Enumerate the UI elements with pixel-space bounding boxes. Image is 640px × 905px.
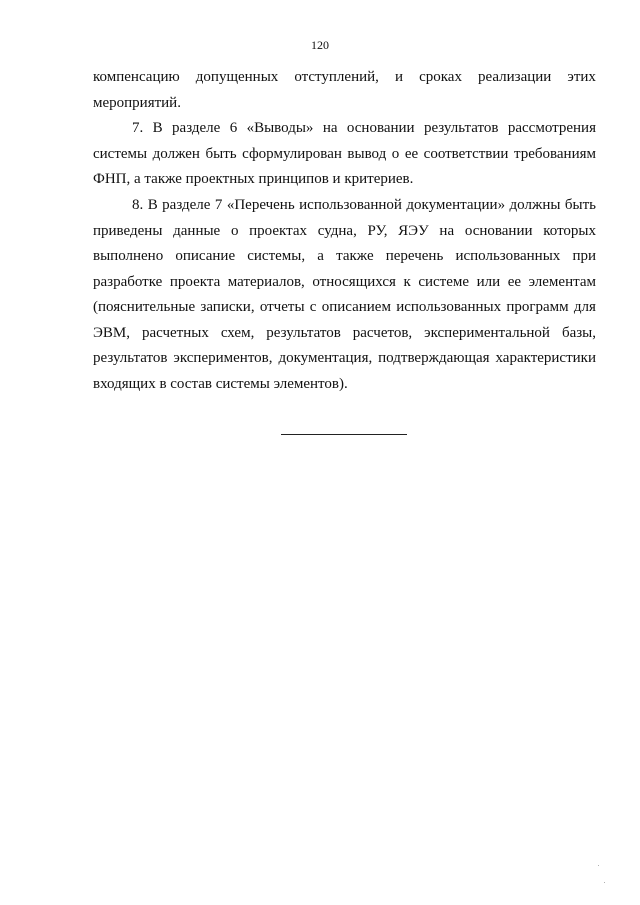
word: и [394, 69, 403, 85]
word: экспериментов, [173, 350, 273, 366]
word: разработке [93, 273, 163, 290]
paragraph-line: входящих в состав системы элементов). [93, 375, 348, 392]
paragraph-item-7 [93, 116, 596, 193]
paragraph-line [93, 193, 596, 219]
word: вывод [347, 145, 387, 162]
word: ее [507, 273, 522, 290]
word: разделе [162, 197, 211, 213]
word: перечень [385, 248, 444, 264]
word: проекта [169, 273, 221, 290]
word: В [147, 197, 158, 213]
paragraph-item-8 [93, 193, 596, 397]
word: которых [543, 222, 596, 239]
word: допущенных [195, 69, 279, 85]
word: а [317, 248, 324, 264]
word: относящихся [312, 273, 396, 290]
word: или [476, 273, 501, 290]
word: выполнено [93, 248, 164, 264]
word: результатов [266, 324, 341, 341]
word: «Выводы» [246, 120, 314, 136]
word: системе [418, 273, 470, 290]
scan-speck [604, 882, 605, 883]
word: записки, [200, 299, 255, 315]
word: характеристики [495, 350, 596, 366]
word: быть [205, 145, 237, 162]
word: базы, [561, 324, 596, 341]
word: документация, [278, 350, 373, 366]
word: результатов [423, 120, 499, 136]
word: 7. [132, 120, 144, 136]
paragraph-line [93, 270, 596, 296]
word: на [322, 120, 338, 136]
paragraph-line [93, 244, 596, 270]
paragraph-line [93, 219, 596, 245]
word: реализации [478, 69, 552, 85]
word: на [439, 222, 455, 239]
word: расчетных [141, 324, 209, 341]
word: сроках [419, 69, 462, 85]
word: использованных [396, 299, 502, 315]
word: рассмотрения [507, 120, 596, 136]
word: должен [152, 145, 200, 162]
paragraph-line [93, 346, 596, 372]
word: судна, [317, 222, 357, 239]
word: материалов, [227, 273, 305, 290]
word: РУ, [367, 222, 388, 239]
word: компенсацию [93, 69, 180, 85]
word: программ [506, 299, 569, 315]
word: системы, [247, 248, 306, 264]
word: с [309, 299, 317, 315]
word: данные [173, 222, 221, 239]
word: элементам [528, 273, 596, 290]
word: отчеты [259, 299, 305, 315]
word: разделе [172, 120, 221, 136]
word: схем, [220, 324, 255, 341]
word: при [572, 248, 596, 264]
paragraph-line [93, 65, 596, 91]
word: должны [509, 197, 561, 213]
paragraph-line: ФНП, а также проектных принципов и критериев. [93, 171, 414, 187]
word: документации» [406, 197, 506, 213]
page-number: 120 [311, 38, 329, 52]
word: требованиям [513, 145, 596, 162]
word: описание [175, 248, 236, 264]
word: «Перечень [226, 197, 295, 213]
word: В [152, 120, 163, 136]
paragraph-line [93, 142, 596, 168]
word: подтверждающая [378, 350, 490, 366]
paragraph-line: мероприятий. [93, 94, 181, 111]
word: экспериментальной [424, 324, 550, 341]
word: соответствии [423, 145, 509, 162]
word: отступлений, [294, 69, 379, 85]
word: использованных [455, 248, 561, 264]
paragraph-continuation [93, 65, 596, 116]
closing-separator-line [281, 434, 407, 435]
word: быть [564, 197, 596, 213]
word: использованной [299, 197, 402, 213]
word: описанием [321, 299, 391, 315]
word: сформулирован [242, 145, 342, 162]
word: ЭВМ, [93, 324, 130, 341]
word: расчетов, [352, 324, 413, 341]
word: о [391, 145, 400, 162]
word: 7 [214, 197, 223, 213]
word: ее [404, 145, 419, 162]
word: 8. [132, 197, 144, 213]
word: основании [464, 222, 533, 239]
paragraph-line [93, 321, 596, 347]
word: для [573, 299, 596, 315]
word: системы [93, 145, 148, 162]
word: этих [567, 69, 596, 85]
word: результатов [93, 350, 168, 366]
word: о [230, 222, 239, 239]
word: основании [346, 120, 415, 136]
scan-speck [598, 865, 599, 866]
word: к [403, 273, 411, 290]
word: 6 [229, 120, 238, 136]
word: ЯЭУ [398, 222, 429, 239]
paragraph-line [93, 116, 596, 142]
word: (пояснительные [93, 299, 196, 315]
word: также [336, 248, 374, 264]
paragraph-line [93, 295, 596, 321]
word: проектах [249, 222, 308, 239]
word: приведены [93, 222, 163, 239]
